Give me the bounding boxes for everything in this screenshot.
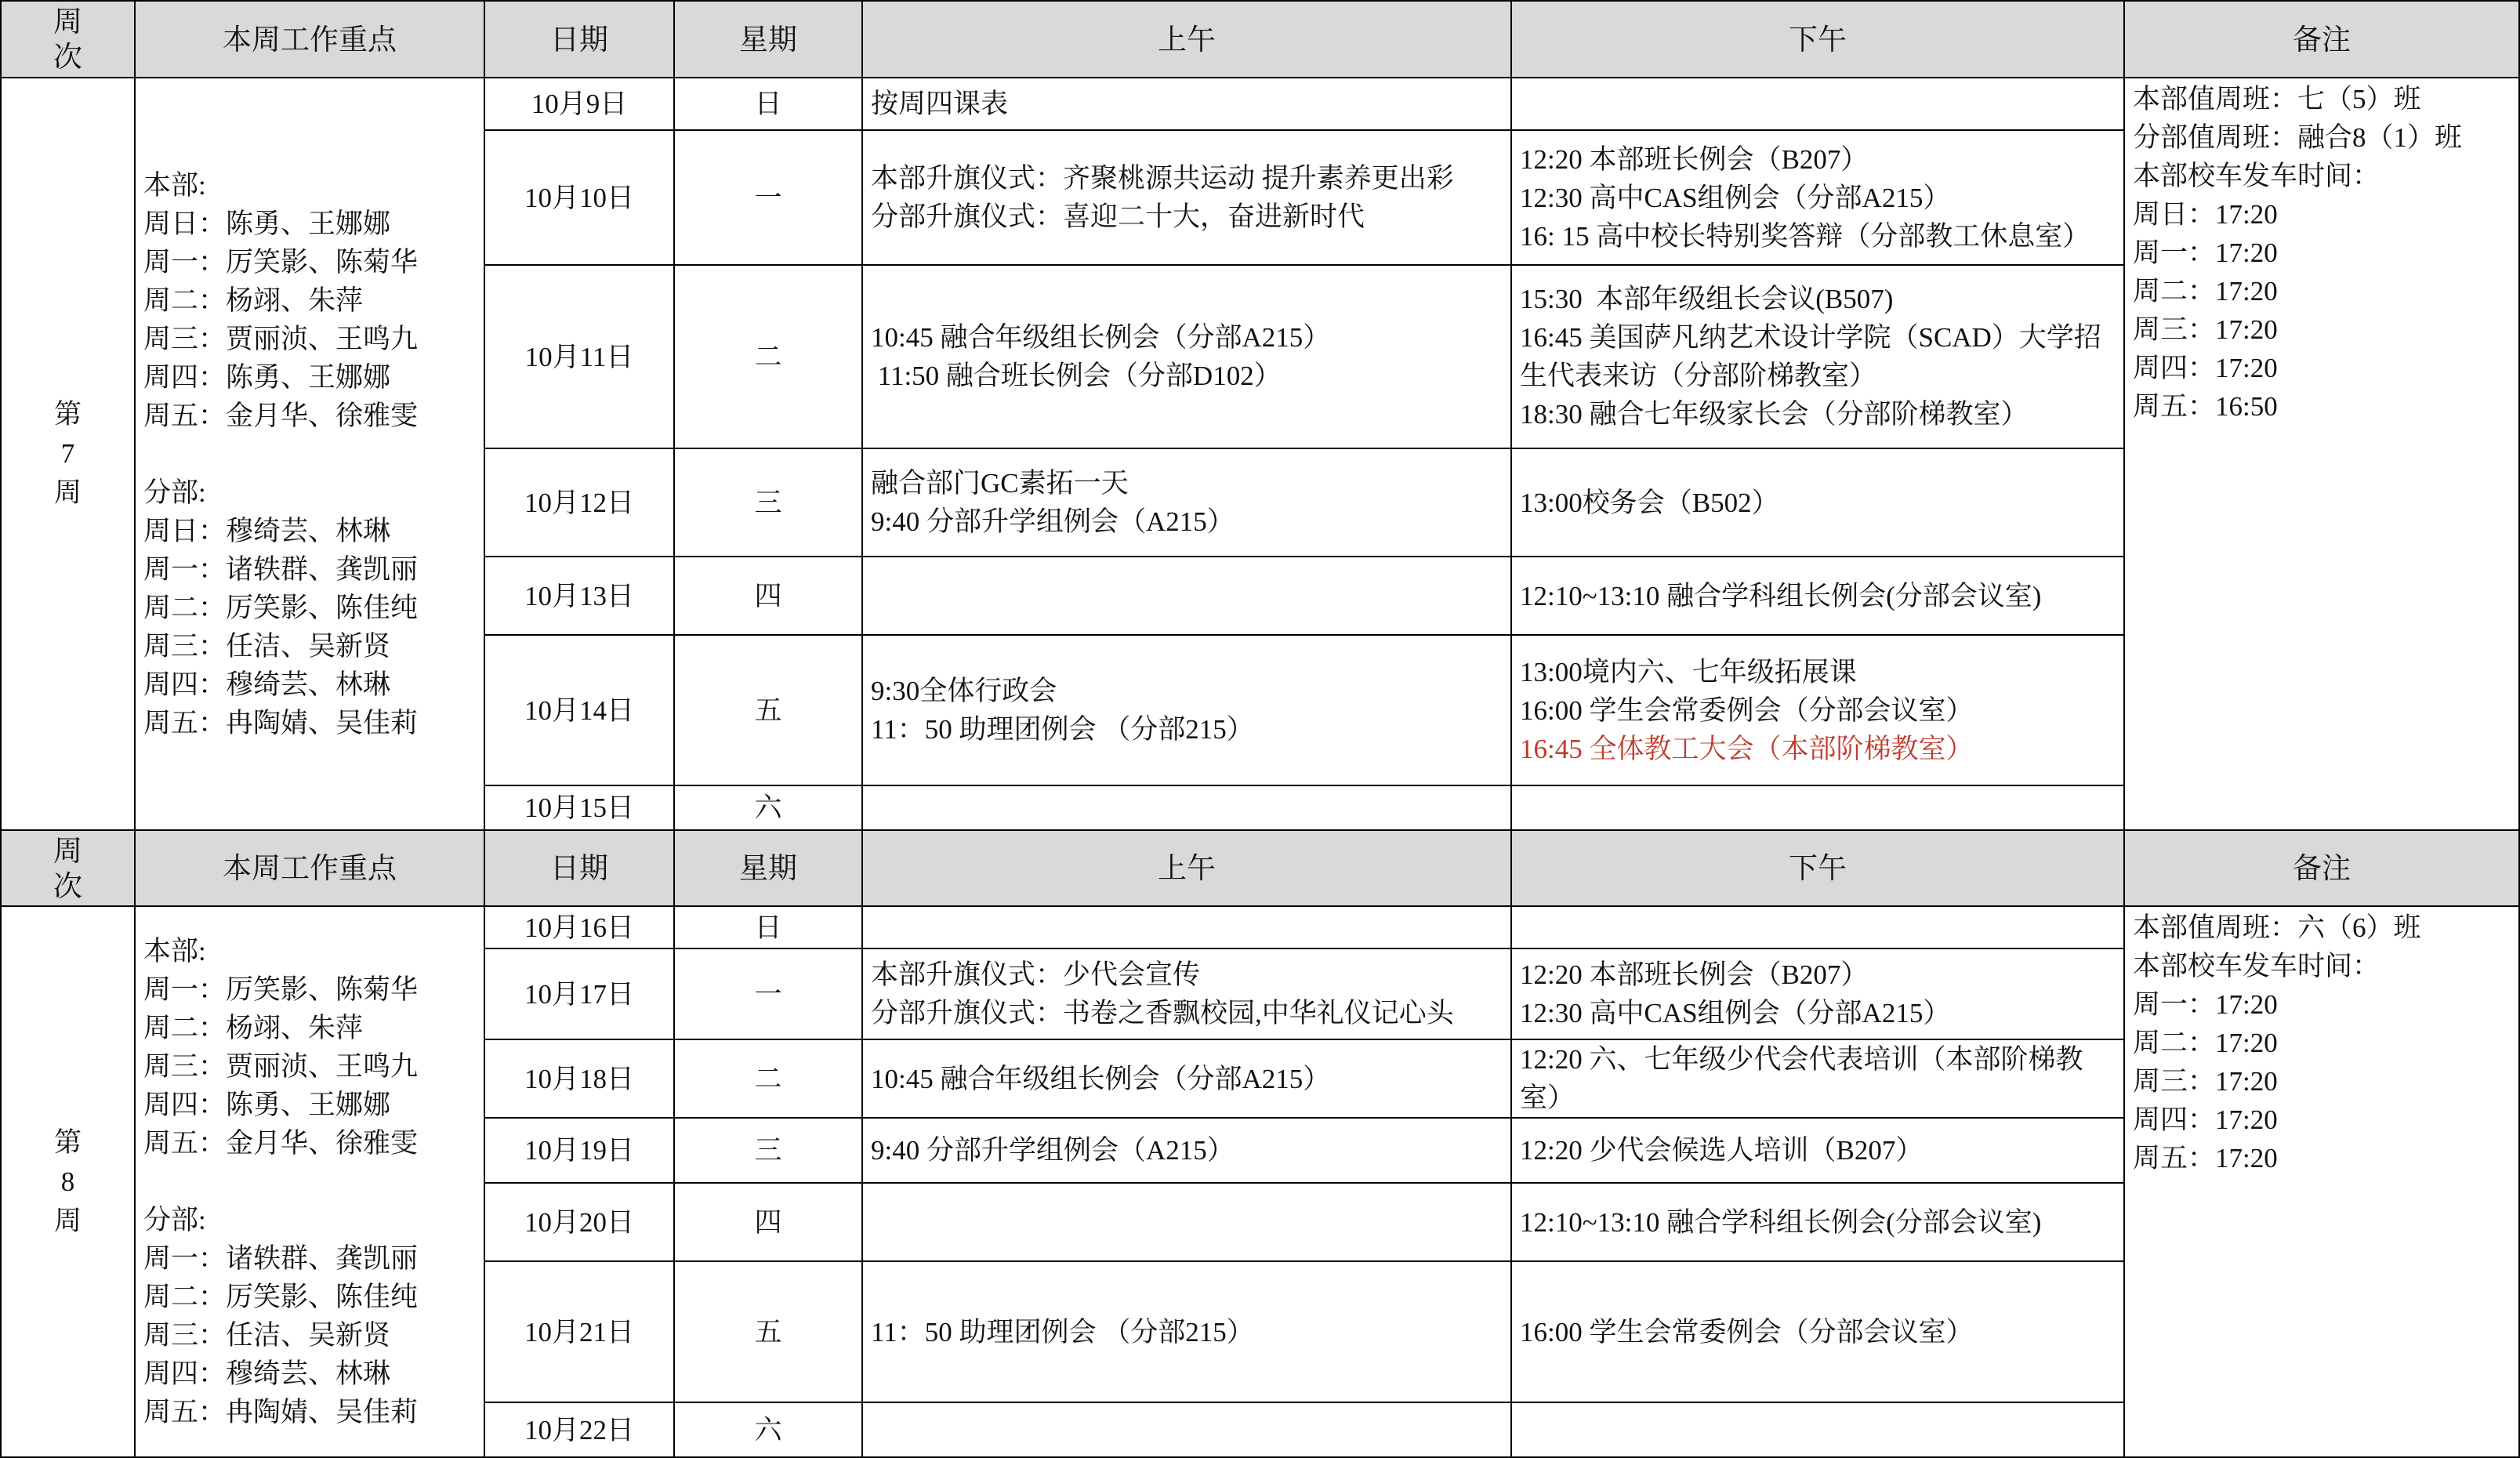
weekday-cell: 二 (674, 1039, 862, 1118)
afternoon-cell: 13:00境内六、七年级拓展课 16:00 学生会常委例会（分部会议室） 16:45 全体教工大会（本部阶梯教室） (1511, 635, 2124, 785)
afternoon-cell: 16:00 学生会常委例会（分部会议室） (1511, 1261, 2124, 1402)
morning-cell: 按周四课表 (862, 78, 1511, 130)
afternoon-cell (1511, 78, 2124, 130)
header-morning: 上午 (862, 830, 1511, 906)
table-row (1, 78, 2519, 130)
afternoon-cell (1511, 906, 2124, 948)
header-row (1, 1, 2519, 78)
weekday-cell: 三 (674, 1118, 862, 1183)
morning-cell: 10:45 融合年级组长例会（分部A215） 11:50 融合班长例会（分部D102） (862, 265, 1511, 448)
weekday-cell: 日 (674, 906, 862, 948)
afternoon-cell: 12:20 少代会候选人培训（B207） (1511, 1118, 2124, 1183)
date-cell: 10月18日 (484, 1039, 674, 1118)
header-notes: 备注 (2124, 830, 2519, 906)
header-morning: 上午 (862, 1, 1511, 78)
afternoon-cell (1511, 1402, 2124, 1457)
morning-cell: 9:30全体行政会 11：50 助理团例会 （分部215） (862, 635, 1511, 785)
header-weekday: 星期 (674, 1, 862, 78)
weekday-cell: 一 (674, 948, 862, 1039)
header-row (1, 830, 2519, 906)
date-cell: 10月21日 (484, 1261, 674, 1402)
header-notes: 备注 (2124, 1, 2519, 78)
header-weekday: 星期 (674, 830, 862, 906)
date-cell: 10月17日 (484, 948, 674, 1039)
table-row (1, 906, 2519, 948)
weekday-cell: 六 (674, 1402, 862, 1457)
week-focus: 本部: 周一：厉笑影、陈菊华 周二：杨翊、朱萍 周三：贾丽浈、王鸣九 周四：陈勇、王娜娜 周五：金月华、徐雅雯 分部: 周一：诸轶群、龚凯丽 周二：厉笑影、陈佳纯 周三：任洁、吴新贤 周四：穆绮芸、林琳 周五：冉陶婧、吴佳莉 (135, 906, 484, 1457)
weekday-cell: 五 (674, 1261, 862, 1402)
date-cell: 10月13日 (484, 557, 674, 635)
date-cell: 10月11日 (484, 265, 674, 448)
weekday-cell: 五 (674, 635, 862, 785)
morning-cell: 融合部门GC素拓一天 9:40 分部升学组例会（A215） (862, 448, 1511, 557)
week-label: 第7周 (1, 78, 135, 830)
header-date: 日期 (484, 830, 674, 906)
afternoon-cell: 12:10~13:10 融合学科组长例会(分部会议室) (1511, 557, 2124, 635)
date-cell: 10月9日 (484, 78, 674, 130)
header-focus: 本周工作重点 (135, 830, 484, 906)
weekday-cell: 日 (674, 78, 862, 130)
morning-cell: 9:40 分部升学组例会（A215） (862, 1118, 1511, 1183)
afternoon-cell (1511, 785, 2124, 830)
weekday-cell: 四 (674, 1183, 862, 1261)
morning-cell (862, 1402, 1511, 1457)
date-cell: 10月19日 (484, 1118, 674, 1183)
date-cell: 10月22日 (484, 1402, 674, 1457)
morning-cell: 本部升旗仪式：齐聚桃源共运动 提升素养更出彩 分部升旗仪式：喜迎二十大，奋进新时代 (862, 130, 1511, 265)
morning-cell: 10:45 融合年级组长例会（分部A215） (862, 1039, 1511, 1118)
afternoon-cell: 12:20 本部班长例会（B207） 12:30 高中CAS组例会（分部A215） 16: 15 高中校长特别奖答辩（分部教工休息室） (1511, 130, 2124, 265)
afternoon-cell: 13:00校务会（B502） (1511, 448, 2124, 557)
week-focus: 本部: 周日：陈勇、王娜娜 周一：厉笑影、陈菊华 周二：杨翊、朱萍 周三：贾丽浈、王鸣九 周四：陈勇、王娜娜 周五：金月华、徐雅雯 分部: 周日：穆绮芸、林琳 周一：诸轶群、龚凯丽 周二：厉笑影、陈佳纯 周三：任洁、吴新贤 周四：穆绮芸、林琳 周五：冉陶婧、吴佳莉 (135, 78, 484, 830)
date-cell: 10月14日 (484, 635, 674, 785)
header-week: 周次 (1, 1, 135, 78)
week-label: 第8周 (1, 906, 135, 1457)
weekday-cell: 二 (674, 265, 862, 448)
morning-cell (862, 1183, 1511, 1261)
weekday-cell: 三 (674, 448, 862, 557)
afternoon-cell: 12:20 六、七年级少代会代表培训（本部阶梯教室） (1511, 1039, 2124, 1118)
date-cell: 10月12日 (484, 448, 674, 557)
header-afternoon: 下午 (1511, 830, 2124, 906)
weekday-cell: 四 (674, 557, 862, 635)
weekday-cell: 六 (674, 785, 862, 830)
header-focus: 本周工作重点 (135, 1, 484, 78)
notes-cell: 本部值周班：七（5）班 分部值周班：融合8（1）班 本部校车发车时间： 周日：17:20 周一：17:20 周二：17:20 周三：17:20 周四：17:20 周五：16:50 (2124, 78, 2519, 830)
date-cell: 10月10日 (484, 130, 674, 265)
weekday-cell: 一 (674, 130, 862, 265)
date-cell: 10月16日 (484, 906, 674, 948)
highlight-event: 16:45 全体教工大会（本部阶梯教室） (1520, 733, 1974, 764)
morning-cell (862, 557, 1511, 635)
morning-cell: 本部升旗仪式：少代会宣传 分部升旗仪式：书卷之香飘校园,中华礼仪记心头 (862, 948, 1511, 1039)
afternoon-cell: 15:30 本部年级组长会议(B507) 16:45 美国萨凡纳艺术设计学院（SCAD）大学招生代表来访（分部阶梯教室） 18:30 融合七年级家长会（分部阶梯教室） (1511, 265, 2124, 448)
morning-cell (862, 785, 1511, 830)
afternoon-cell: 12:20 本部班长例会（B207） 12:30 高中CAS组例会（分部A215） (1511, 948, 2124, 1039)
notes-cell: 本部值周班：六（6）班 本部校车发车时间： 周一：17:20 周二：17:20 周三：17:20 周四：17:20 周五：17:20 (2124, 906, 2519, 1457)
header-afternoon: 下午 (1511, 1, 2124, 78)
header-week: 周次 (1, 830, 135, 906)
header-date: 日期 (484, 1, 674, 78)
afternoon-cell: 12:10~13:10 融合学科组长例会(分部会议室) (1511, 1183, 2124, 1261)
date-cell: 10月20日 (484, 1183, 674, 1261)
date-cell: 10月15日 (484, 785, 674, 830)
morning-cell: 11：50 助理团例会 （分部215） (862, 1261, 1511, 1402)
morning-cell (862, 906, 1511, 948)
